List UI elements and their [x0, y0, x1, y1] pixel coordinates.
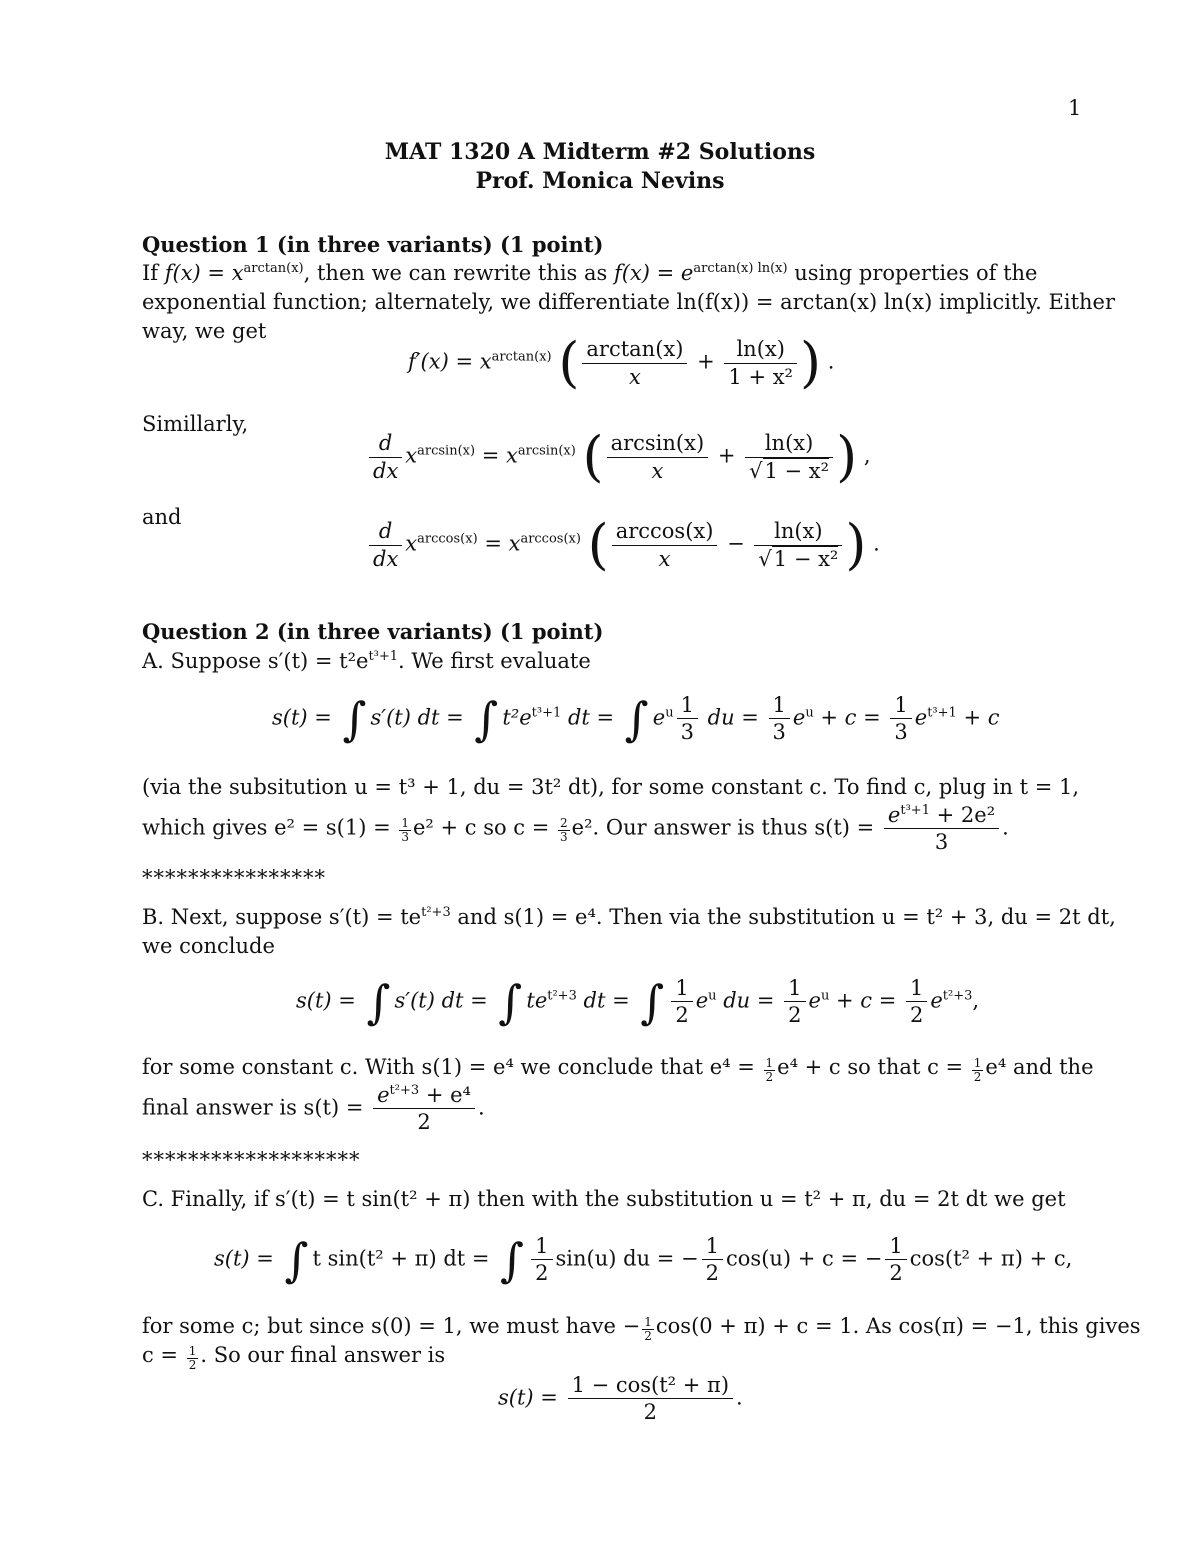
q1-equation-arccos: $\frac{d}{dx}$ $x^{arccos(x)} = x^{arccos(x)}$ ( $\frac{\arccos(x)}{x}$ − $\frac{\ln(x)}{\text{√1 − x²}}$ ) .: [366, 518, 880, 572]
q1-similarly-label: Simillarly,: [142, 412, 249, 436]
q2a-answer-line: which gives e² = s(1) = $\frac{1}{3}$ e² + c so c = $\frac{2}{3}$ e². Our answer is thus s(t) = $\frac{e^{t^3+1} + 2e^2}{3}$ .: [142, 803, 1009, 855]
q2a-integral-equation: s(t) = ∫ s′(t) dt = ∫ $t^2e^{t^3+1}$ dt = ∫ $e^u$ $\frac{1}{3}$ du = $\frac{1}{3}$ $e^u + c$ = $\frac{1}{3}$ $e^{t^3+1} + c$: [272, 691, 1000, 746]
q2b-line-1: B. Next, suppose $s'(t) = te^{t^2+3}$ and s(1) = e⁴. Then via the substitution u = t² + 3, du = 2t dt,: [142, 905, 1116, 929]
q1-paragraph-line-1: If $f(x) = x^{arctan(x)}$, then we can rewrite this as $f(x) = e^{arctan(x) ln(x)}$ using properties of the: [142, 261, 1038, 285]
q1-equation-arctan: $f'(x) = x^{arctan(x)}$ ( $\frac{\arctan(x)}{x}$ + $\frac{\ln(x)}{\text{1 + x²}}$ ) .: [408, 331, 835, 394]
q2b-line-2: we conclude: [142, 934, 275, 958]
q2c-integral-equation: s(t) = ∫ t sin(t² + π) dt = ∫ $\frac{1}{2}$ sin(u) du = − $\frac{1}{2}$ cos(u) + c = − $\frac{1}{2}$ cos(t² + π) + c,: [214, 1232, 1073, 1287]
q2b-line-3: for some constant c. With s(1) = e⁴ we conclude that e⁴ = $\frac{1}{2}$ e⁴ + c so that c = $\frac{1}{2}$ e⁴ and the: [142, 1055, 1094, 1084]
q2c-line-3: c = $\frac{1}{2}$ . So our final answer is: [142, 1343, 446, 1372]
q2c-line-1: C. Finally, if s′(t) = t sin(t² + π) then with the substitution u = t² + π, du = 2t dt we get: [142, 1187, 1066, 1211]
q2b-integral-equation: s(t) = ∫ s′(t) dt = ∫ $te^{t^2+3}$ dt = ∫ $\frac{1}{2}$ $e^u$ du = $\frac{1}{2}$ $e^u + c$ = $\frac{1}{2}$ $e^{t^2+3}$,: [296, 974, 980, 1029]
q2c-final-answer: s(t) = $\frac{\text{1 − cos(t² + π)}}{2}$ .: [498, 1373, 743, 1425]
q2a-intro: A. Suppose $s'(t) = t^2e^{t^3+1}$. We first evaluate: [142, 649, 591, 673]
separator-rule-2: *******************: [142, 1148, 361, 1172]
q1-paragraph-line-3: way, we get: [142, 319, 267, 343]
page-number: 1: [1068, 96, 1082, 120]
question-1-heading: Question 1 (in three variants) (1 point): [142, 232, 604, 257]
page-title: MAT 1320 A Midterm #2 Solutions: [384, 139, 816, 165]
q2a-substitution-line: (via the subsitution u = t³ + 1, du = 3t² dt), for some constant c. To find c, plug in t = 1,: [142, 775, 1080, 799]
q2c-line-2: for some c; but since s(0) = 1, we must have − $\frac{1}{2}$ cos(0 + π) + c = 1. As cos(π) = −1, this gives: [142, 1314, 1141, 1343]
question-2-heading: Question 2 (in three variants) (1 point): [142, 619, 604, 644]
separator-rule-1: ****************: [142, 866, 326, 890]
q2b-answer-line: final answer is s(t) = $\frac{e^{t^2+3} + e^4}{2}$ .: [142, 1083, 485, 1135]
q1-paragraph-line-2: exponential function; alternately, we differentiate ln(f(x)) = arctan(x) ln(x) implicitly. Either: [142, 290, 1116, 314]
q1-equation-arcsin: $\frac{d}{dx}$ $x^{arcsin(x)} = x^{arcsin(x)}$ ( $\frac{\arcsin(x)}{x}$ + $\frac{\ln(x)}{\text{√1 − x²}}$ ) ,: [366, 430, 871, 484]
page-author: Prof. Monica Nevins: [475, 168, 725, 194]
q1-and-label: and: [142, 505, 182, 529]
